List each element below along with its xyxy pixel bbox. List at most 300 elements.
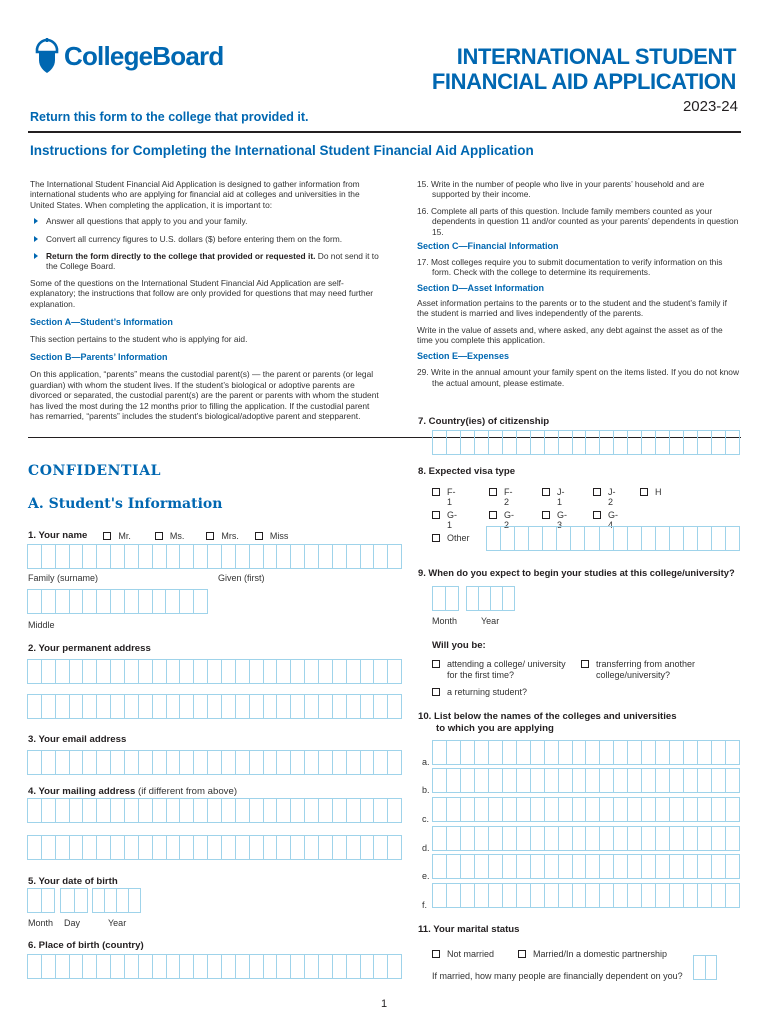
character-cell xyxy=(656,769,670,792)
character-cell xyxy=(236,955,250,978)
character-cell xyxy=(656,798,670,821)
family-name-input[interactable] xyxy=(27,544,402,569)
character-cell xyxy=(319,660,333,683)
character-cell xyxy=(531,769,545,792)
character-cell xyxy=(517,855,531,878)
visa-g2-label: G-2 xyxy=(504,510,514,530)
character-cell xyxy=(83,836,97,859)
character-cell xyxy=(475,769,489,792)
character-cell xyxy=(139,799,153,822)
character-cell xyxy=(559,884,573,907)
character-cell xyxy=(600,827,614,850)
instructions-left xyxy=(30,179,380,422)
character-cell xyxy=(670,741,684,764)
q5-label: 5. Your date of birth xyxy=(28,876,118,887)
character-cell xyxy=(467,587,479,610)
character-cell xyxy=(42,545,56,568)
character-cell xyxy=(97,660,111,683)
character-cell xyxy=(586,855,600,878)
character-cell xyxy=(264,799,278,822)
character-cell xyxy=(694,956,706,979)
form-year: 2023-24 xyxy=(682,98,738,115)
character-cell xyxy=(42,889,55,912)
character-cell xyxy=(531,884,545,907)
character-cell xyxy=(712,741,726,764)
character-cell xyxy=(614,527,628,550)
character-cell xyxy=(461,798,475,821)
form-title-line2: FINANCIAL AID APPLICATION xyxy=(431,69,736,94)
character-cell xyxy=(264,955,278,978)
section-a-instr-text: This section pertains to the student who is applying for aid. xyxy=(30,334,248,345)
q1-row xyxy=(28,530,288,541)
character-cell xyxy=(600,527,614,550)
character-cell xyxy=(153,660,167,683)
character-cell xyxy=(194,590,207,613)
character-cell xyxy=(361,751,375,774)
character-cell xyxy=(559,769,573,792)
character-cell xyxy=(531,798,545,821)
character-cell xyxy=(706,956,717,979)
character-cell xyxy=(656,827,670,850)
character-cell xyxy=(586,769,600,792)
character-cell xyxy=(70,545,84,568)
character-cell xyxy=(111,836,125,859)
character-cell xyxy=(433,855,447,878)
character-cell xyxy=(573,884,587,907)
first-time-checkbox[interactable] xyxy=(432,659,572,681)
character-cell xyxy=(347,545,361,568)
mailing-address-line2[interactable] xyxy=(27,835,402,860)
character-cell xyxy=(642,798,656,821)
character-cell xyxy=(726,827,739,850)
section-c-instr-heading: Section C—Financial Information xyxy=(417,241,559,252)
middle-name-label: Middle xyxy=(28,620,55,630)
character-cell xyxy=(277,660,291,683)
permanent-address-line2[interactable] xyxy=(27,694,402,719)
college-c-input[interactable] xyxy=(432,797,740,822)
section-b-instr-text: On this application, “parents” means the custodial parent(s) — the parent or parents (or legal guardian) with whom the student lives. If the student’s biological or adoptive parents are divorced or separated, the custodial parent(s) are the parent or parents with whom the student has lived the most during the 12 months prior to filling the application. If the custodial parent has remarried, “parents” includes the student’s biological/adoptive parent and stepparent. xyxy=(30,369,379,422)
character-cell xyxy=(517,827,531,850)
character-cell xyxy=(642,431,656,454)
character-cell xyxy=(517,741,531,764)
returning-checkbox[interactable] xyxy=(432,687,527,697)
not-married-label: Not married xyxy=(447,949,495,959)
visa-h-checkbox[interactable] xyxy=(640,487,662,497)
character-cell xyxy=(222,751,236,774)
character-cell xyxy=(447,827,461,850)
character-cell xyxy=(433,884,447,907)
college-d-input[interactable] xyxy=(432,826,740,851)
character-cell xyxy=(111,545,125,568)
character-cell xyxy=(433,741,447,764)
character-cell xyxy=(698,769,712,792)
dependents-input[interactable] xyxy=(693,955,717,980)
title-miss-checkbox[interactable] xyxy=(255,531,289,541)
character-cell xyxy=(42,590,56,613)
college-f-input[interactable] xyxy=(432,883,740,908)
character-cell xyxy=(374,751,388,774)
character-cell xyxy=(70,955,84,978)
character-cell xyxy=(28,799,42,822)
character-cell xyxy=(42,751,56,774)
not-married-checkbox[interactable] xyxy=(432,949,494,959)
character-cell xyxy=(388,545,401,568)
character-cell xyxy=(125,751,139,774)
character-cell xyxy=(167,695,181,718)
character-cell xyxy=(361,660,375,683)
email-input[interactable] xyxy=(27,750,402,775)
character-cell xyxy=(475,741,489,764)
character-cell xyxy=(670,884,684,907)
character-cell xyxy=(264,751,278,774)
character-cell xyxy=(250,695,264,718)
visa-f1-label: F-1 xyxy=(447,487,456,507)
dob-day-label: Day xyxy=(64,918,81,928)
character-cell xyxy=(489,798,503,821)
character-cell xyxy=(670,855,684,878)
character-cell xyxy=(600,431,614,454)
character-cell xyxy=(388,799,401,822)
character-cell xyxy=(83,590,97,613)
visa-g1-checkbox[interactable] xyxy=(432,510,457,530)
character-cell xyxy=(139,955,153,978)
character-cell xyxy=(656,741,670,764)
family-name-label: Family (surname) xyxy=(28,573,99,583)
given-name-label: Given (first) xyxy=(218,573,265,583)
character-cell xyxy=(698,431,712,454)
character-cell xyxy=(374,545,388,568)
college-b-input[interactable] xyxy=(432,768,740,793)
character-cell xyxy=(388,751,401,774)
character-cell xyxy=(586,884,600,907)
character-cell xyxy=(139,751,153,774)
citizenship-input[interactable] xyxy=(432,430,740,455)
character-cell xyxy=(56,660,70,683)
character-cell xyxy=(250,836,264,859)
character-cell xyxy=(698,741,712,764)
character-cell xyxy=(545,827,559,850)
character-cell xyxy=(167,799,181,822)
character-cell xyxy=(180,545,194,568)
instructions-heading: Instructions for Completing the International Student Financial Aid Application xyxy=(30,143,534,158)
character-cell xyxy=(167,660,181,683)
title-ms-checkbox[interactable] xyxy=(155,531,185,541)
character-cell xyxy=(70,836,84,859)
character-cell xyxy=(684,798,698,821)
character-cell xyxy=(319,836,333,859)
instructions-right xyxy=(417,179,740,388)
character-cell xyxy=(264,695,278,718)
visa-f2-label: F-2 xyxy=(504,487,513,507)
character-cell xyxy=(447,769,461,792)
character-cell xyxy=(129,889,140,912)
character-cell xyxy=(208,751,222,774)
instructions-intro: The International Student Financial Aid Application is designed to gather information from international students who are applying for financial aid at colleges and universities in the United States. When completing the application, it is important to: xyxy=(30,179,360,210)
character-cell xyxy=(319,955,333,978)
character-cell xyxy=(111,590,125,613)
character-cell xyxy=(333,751,347,774)
character-cell xyxy=(97,751,111,774)
character-cell xyxy=(83,751,97,774)
character-cell xyxy=(180,955,194,978)
character-cell xyxy=(105,889,117,912)
character-cell xyxy=(628,527,642,550)
character-cell xyxy=(305,545,319,568)
confidential-label: CONFIDENTIAL xyxy=(28,463,162,479)
q6-label: 6. Place of birth (country) xyxy=(28,940,144,951)
character-cell xyxy=(684,431,698,454)
character-cell xyxy=(291,751,305,774)
character-cell xyxy=(167,836,181,859)
character-cell xyxy=(28,590,42,613)
title-mr-checkbox[interactable] xyxy=(103,531,131,541)
character-cell xyxy=(433,431,447,454)
character-cell xyxy=(628,855,642,878)
married-checkbox[interactable] xyxy=(518,949,667,959)
visa-other-checkbox[interactable] xyxy=(432,533,470,543)
character-cell xyxy=(70,799,84,822)
character-cell xyxy=(291,695,305,718)
character-cell xyxy=(670,769,684,792)
middle-name-input[interactable] xyxy=(27,589,208,614)
character-cell xyxy=(388,836,401,859)
character-cell xyxy=(194,955,208,978)
character-cell xyxy=(545,855,559,878)
permanent-address-line1[interactable] xyxy=(27,659,402,684)
character-cell xyxy=(573,769,587,792)
visa-f2-checkbox[interactable] xyxy=(489,487,513,507)
character-cell xyxy=(614,884,628,907)
character-cell xyxy=(614,827,628,850)
character-cell xyxy=(388,695,401,718)
character-cell xyxy=(277,695,291,718)
character-cell xyxy=(125,545,139,568)
character-cell xyxy=(628,769,642,792)
page-number: 1 xyxy=(381,998,388,1010)
character-cell xyxy=(97,545,111,568)
character-cell xyxy=(585,527,599,550)
character-cell xyxy=(503,884,517,907)
visa-j2-checkbox[interactable] xyxy=(593,487,616,507)
character-cell xyxy=(291,799,305,822)
character-cell xyxy=(180,660,194,683)
character-cell xyxy=(194,751,208,774)
character-cell xyxy=(305,955,319,978)
start-year-input[interactable] xyxy=(466,586,515,611)
character-cell xyxy=(70,751,84,774)
character-cell xyxy=(531,827,545,850)
character-cell xyxy=(236,660,250,683)
header-rule xyxy=(28,131,741,133)
college-f-letter: f. xyxy=(422,900,428,910)
character-cell xyxy=(670,431,684,454)
character-cell xyxy=(642,527,656,550)
character-cell xyxy=(264,836,278,859)
character-cell xyxy=(153,545,167,568)
character-cell xyxy=(656,855,670,878)
character-cell xyxy=(433,769,447,792)
college-a-letter: a. xyxy=(422,757,430,767)
character-cell xyxy=(97,695,111,718)
visa-other-input[interactable] xyxy=(486,526,740,551)
character-cell xyxy=(531,741,545,764)
character-cell xyxy=(573,855,587,878)
character-cell xyxy=(97,590,111,613)
character-cell xyxy=(222,955,236,978)
q9-label: 9. When do you expect to begin your studies at this college/university? xyxy=(418,567,735,578)
character-cell xyxy=(111,955,125,978)
q3-label: 3. Your email address xyxy=(28,734,127,745)
character-cell xyxy=(361,695,375,718)
character-cell xyxy=(347,660,361,683)
character-cell xyxy=(517,769,531,792)
character-cell xyxy=(461,827,475,850)
character-cell xyxy=(475,431,489,454)
character-cell xyxy=(222,660,236,683)
character-cell xyxy=(42,695,56,718)
character-cell xyxy=(208,660,222,683)
bullet-convert-currency: Convert all currency figures to U.S. dollars ($) before entering them on the form. xyxy=(30,234,380,244)
character-cell xyxy=(139,590,153,613)
character-cell xyxy=(180,799,194,822)
dob-year-input[interactable] xyxy=(92,888,141,913)
character-cell xyxy=(333,836,347,859)
character-cell xyxy=(698,884,712,907)
character-cell xyxy=(586,827,600,850)
character-cell xyxy=(545,798,559,821)
character-cell xyxy=(222,836,236,859)
character-cell xyxy=(97,799,111,822)
character-cell xyxy=(70,695,84,718)
character-cell xyxy=(194,660,208,683)
character-cell xyxy=(698,798,712,821)
title-mrs-checkbox[interactable] xyxy=(206,531,239,541)
dob-month-input[interactable] xyxy=(27,888,55,913)
visa-g1-label: G-1 xyxy=(447,510,457,530)
character-cell xyxy=(208,836,222,859)
character-cell xyxy=(447,431,461,454)
character-cell xyxy=(167,955,181,978)
character-cell xyxy=(56,545,70,568)
character-cell xyxy=(684,855,698,878)
character-cell xyxy=(698,527,712,550)
character-cell xyxy=(515,527,529,550)
character-cell xyxy=(433,827,447,850)
character-cell xyxy=(28,695,42,718)
character-cell xyxy=(559,741,573,764)
character-cell xyxy=(531,855,545,878)
transfer-checkbox[interactable] xyxy=(581,659,711,681)
dob-day-input[interactable] xyxy=(60,888,88,913)
character-cell xyxy=(28,836,42,859)
character-cell xyxy=(628,798,642,821)
character-cell xyxy=(642,769,656,792)
character-cell xyxy=(291,836,305,859)
instr-16: 16. Complete all parts of this question. Include family members counted as your dependents in question 11 and/or counted as your parents’ dependents in question 15. xyxy=(417,205,739,237)
character-cell xyxy=(28,660,42,683)
character-cell xyxy=(684,884,698,907)
character-cell xyxy=(489,741,503,764)
character-cell xyxy=(56,751,70,774)
title-miss-label: Miss xyxy=(269,530,289,541)
character-cell xyxy=(319,799,333,822)
character-cell xyxy=(559,798,573,821)
character-cell xyxy=(208,545,222,568)
character-cell xyxy=(361,799,375,822)
character-cell xyxy=(125,836,139,859)
visa-g3-label: G-3 xyxy=(557,510,567,530)
q8-label: 8. Expected visa type xyxy=(418,466,516,477)
character-cell xyxy=(277,751,291,774)
character-cell xyxy=(153,836,167,859)
character-cell xyxy=(250,660,264,683)
visa-j1-checkbox[interactable] xyxy=(542,487,565,507)
character-cell xyxy=(208,955,222,978)
character-cell xyxy=(347,695,361,718)
character-cell xyxy=(614,855,628,878)
character-cell xyxy=(180,590,194,613)
character-cell xyxy=(194,799,208,822)
start-month-input[interactable] xyxy=(432,586,459,611)
college-e-input[interactable] xyxy=(432,854,740,879)
character-cell xyxy=(712,527,726,550)
dependents-question: If married, how many people are financially dependent on you? xyxy=(432,971,683,981)
character-cell xyxy=(153,955,167,978)
dob-month-label: Month xyxy=(28,918,54,928)
acorn-logo-icon xyxy=(34,38,60,74)
college-a-input[interactable] xyxy=(432,740,740,765)
character-cell xyxy=(684,741,698,764)
college-d-letter: d. xyxy=(422,843,430,853)
character-cell xyxy=(517,798,531,821)
visa-h-label: H xyxy=(655,487,662,497)
character-cell xyxy=(277,955,291,978)
character-cell xyxy=(501,527,515,550)
form-title xyxy=(432,44,736,94)
character-cell xyxy=(374,695,388,718)
character-cell xyxy=(586,741,600,764)
character-cell xyxy=(586,798,600,821)
married-label: Married/In a domestic partnership xyxy=(533,949,668,959)
character-cell xyxy=(726,431,739,454)
character-cell xyxy=(614,431,628,454)
character-cell xyxy=(517,884,531,907)
character-cell xyxy=(97,836,111,859)
character-cell xyxy=(559,827,573,850)
character-cell xyxy=(489,431,503,454)
birth-country-input[interactable] xyxy=(27,954,402,979)
q4-label xyxy=(28,786,237,797)
title-mrs-label: Mrs. xyxy=(221,530,239,541)
mailing-address-line1[interactable] xyxy=(27,798,402,823)
character-cell xyxy=(236,545,250,568)
character-cell xyxy=(333,695,347,718)
character-cell xyxy=(83,799,97,822)
transfer-label: transferring from another college/university? xyxy=(596,659,696,680)
character-cell xyxy=(712,855,726,878)
start-month-label: Month xyxy=(432,616,458,626)
character-cell xyxy=(600,769,614,792)
character-cell xyxy=(503,769,517,792)
section-d-instr-text1: Asset information pertains to the parents or to the student and the student’s family if the student is married and lives independently of the parents. xyxy=(417,297,727,319)
bullet-return-form xyxy=(30,251,380,272)
college-c-letter: c. xyxy=(422,814,430,824)
visa-f1-checkbox[interactable] xyxy=(432,487,456,507)
character-cell xyxy=(56,836,70,859)
character-cell xyxy=(250,751,264,774)
character-cell xyxy=(614,798,628,821)
character-cell xyxy=(461,741,475,764)
